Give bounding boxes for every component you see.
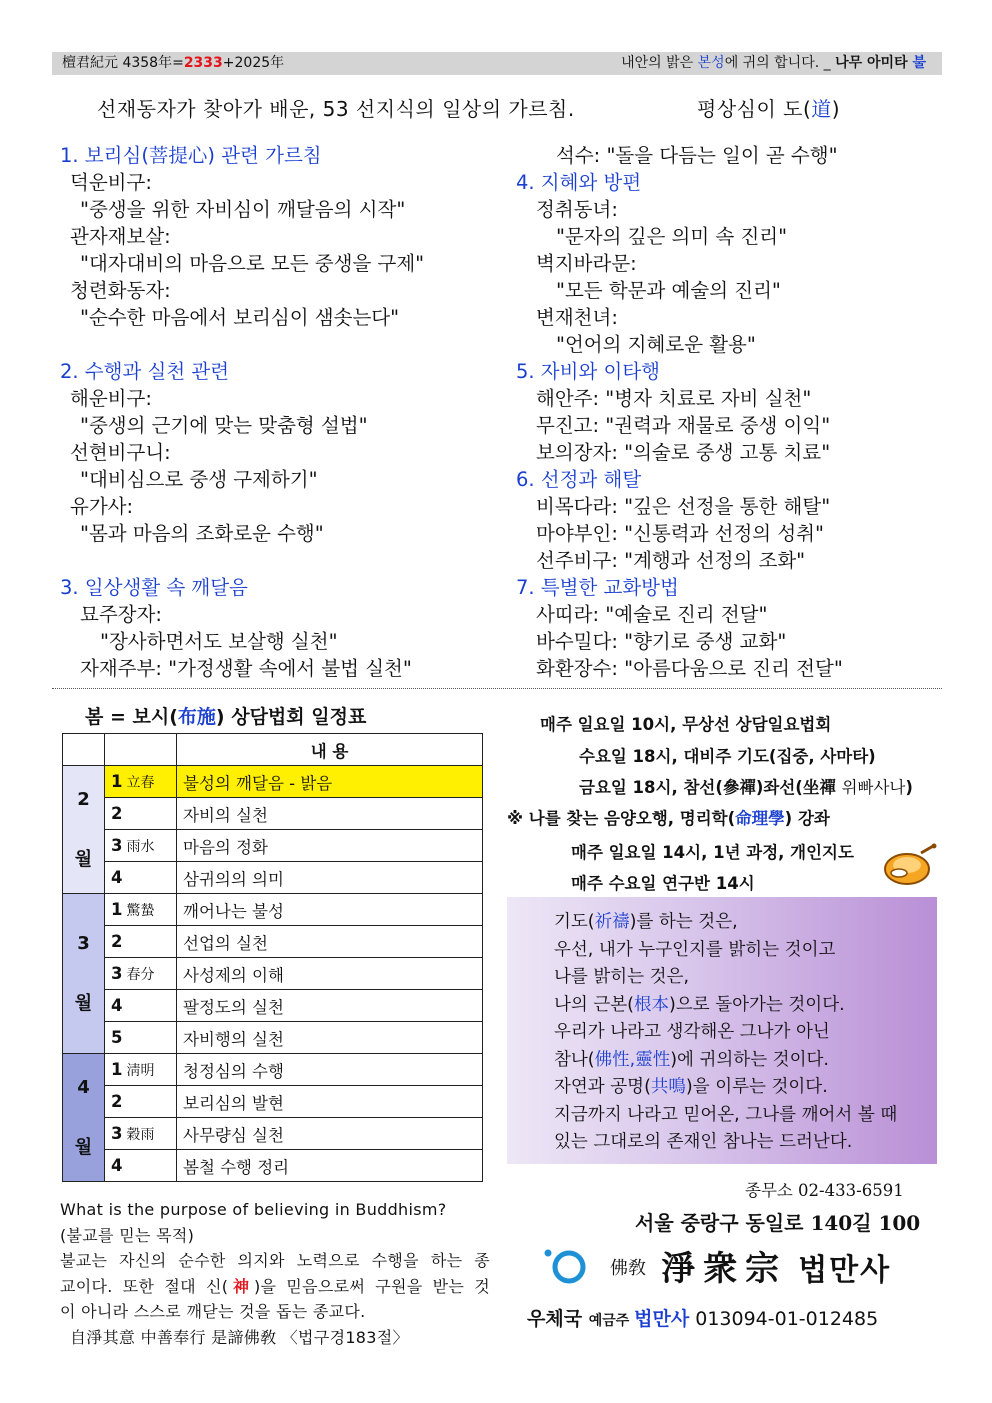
teaching-line: 선주비구: "계행과 선정의 조화" xyxy=(536,549,806,572)
teaching-line: 무진고: "권력과 재물로 중생 이익" xyxy=(536,414,831,437)
teaching-line: 4. 지혜와 방편 xyxy=(516,171,642,194)
table-row xyxy=(63,862,483,894)
teaching-line: 2. 수행과 실천 관련 xyxy=(60,360,230,383)
prayer-line: 자연과 공명(共鳴)을 이루는 것이다. xyxy=(554,1077,828,1097)
prayer-line: 기도(祈禱)를 하는 것은, xyxy=(554,912,738,932)
teaching-line: 관자재보살: xyxy=(70,225,171,248)
office-phone: 종무소 02-433-6591 xyxy=(745,1181,904,1200)
temple-logo-icon xyxy=(543,1247,587,1285)
month-cell: 2 월 xyxy=(63,766,105,894)
teaching-line: 유가사: xyxy=(70,495,134,518)
week-content: 보리심의 발현 xyxy=(177,1086,483,1118)
teaching-line: "문자의 깊은 의미 속 진리" xyxy=(556,225,788,248)
week-cell xyxy=(105,1086,177,1118)
buddhism-purpose xyxy=(60,1197,490,1350)
teaching-line: 마야부인: "신통력과 선정의 성취" xyxy=(536,522,824,545)
week-cell xyxy=(105,990,177,1022)
moktak-bell-icon xyxy=(877,843,937,889)
table-row xyxy=(63,926,483,958)
table-row xyxy=(63,1118,483,1150)
teaching-line: 청련화동자: xyxy=(70,279,171,302)
week-content: 사무량심 실천 xyxy=(177,1118,483,1150)
week-cell xyxy=(105,1054,177,1086)
temple-address: 서울 중랑구 동일로 140길 100 xyxy=(635,1211,921,1235)
teaching-line: 5. 자비와 이타행 xyxy=(516,360,661,383)
month-cell: 4 월 xyxy=(63,1054,105,1182)
table-row xyxy=(63,798,483,830)
prayer-line: 우선, 내가 누구인지를 밝히는 것이고 xyxy=(554,939,836,960)
solar-term: 春分 xyxy=(126,966,155,983)
table-row xyxy=(63,1022,483,1054)
week-cell xyxy=(105,766,177,798)
week-number: 3 xyxy=(111,1123,123,1143)
purpose-question: What is the purpose of believing in Buddhism? xyxy=(60,1200,447,1219)
week-cell xyxy=(105,1118,177,1150)
week-content: 선업의 실천 xyxy=(177,926,483,958)
teaching-line: 6. 선정과 해탈 xyxy=(516,468,642,491)
teaching-line: "대자대비의 마음으로 모든 중생을 구제" xyxy=(80,252,425,275)
purpose-question-ko: (불교를 믿는 목적) xyxy=(60,1225,195,1245)
teaching-line: "순수한 마음에서 보리심이 샘솟는다" xyxy=(80,306,400,329)
solar-term: 雨水 xyxy=(126,838,155,855)
week-cell xyxy=(105,1022,177,1054)
table-row xyxy=(63,830,483,862)
week-cell xyxy=(105,926,177,958)
table-header-row xyxy=(63,734,483,766)
week-content: 자비의 실천 xyxy=(177,798,483,830)
week-cell xyxy=(105,798,177,830)
header-month-cell xyxy=(63,734,105,766)
week-number: 2 xyxy=(111,1092,123,1111)
week-number: 1 xyxy=(111,771,123,791)
myeongri-wednesday: 매주 수요일 연구반 14시 xyxy=(571,874,755,893)
prayer-line: 참나(佛性,靈性)에 귀의하는 것이다. xyxy=(554,1049,829,1070)
teaching-line: "중생의 근기에 맞는 맞춤형 설법" xyxy=(80,414,368,437)
weekly-sunday: 매주 일요일 10시, 무상선 상담일요법회 xyxy=(540,715,832,734)
teaching-line: 석수: "돌을 다듬는 일이 곧 수행" xyxy=(556,144,838,167)
teaching-line: "중생을 위한 자비심이 깨달음의 시작" xyxy=(80,198,406,221)
week-cell xyxy=(105,958,177,990)
week-number: 5 xyxy=(111,1028,123,1047)
week-number: 4 xyxy=(111,868,123,887)
purpose-body-3: 이 아니라 스스로 깨닫는 것을 돕는 종교다. xyxy=(60,1302,366,1321)
teaching-line: "모든 학문과 예술의 진리" xyxy=(556,279,781,302)
table-row xyxy=(63,766,483,798)
prayer-line: 있는 그대로의 존재인 참나는 드러난다. xyxy=(554,1132,853,1152)
week-content: 불성의 깨달음 - 밝음 xyxy=(177,766,483,798)
teaching-line: 사띠라: "예술로 진리 전달" xyxy=(536,603,768,626)
page-title: 선재동자가 찾아가 배운, 53 선지식의 일상의 가르침. 평상심이 도(道) xyxy=(97,93,575,122)
header-calendar: 檀君紀元 4358年=2333+2025年 xyxy=(62,55,285,71)
header-week-cell xyxy=(105,734,177,766)
teachings-left-column xyxy=(60,142,424,682)
week-cell xyxy=(105,1150,177,1182)
prayer-line: 우리가 나라고 생각해온 그나가 아닌 xyxy=(554,1022,830,1042)
week-number: 4 xyxy=(111,996,123,1015)
week-cell xyxy=(105,894,177,926)
teaching-line: 변재천녀: xyxy=(536,306,618,329)
teaching-line: 덕운비구: xyxy=(70,171,152,194)
week-content: 사성제의 이해 xyxy=(177,958,483,990)
prayer-line: 나의 근본(根本)으로 돌아가는 것이다. xyxy=(554,994,845,1015)
teaching-line xyxy=(60,331,424,358)
temple-name: 佛敎 淨衆宗 법만사 xyxy=(610,1249,892,1289)
teaching-line: 7. 특별한 교화방법 xyxy=(516,576,679,599)
table-row xyxy=(63,1086,483,1118)
table-row xyxy=(63,990,483,1022)
prayer-box xyxy=(507,897,937,1164)
solar-term: 穀雨 xyxy=(126,1126,155,1143)
teaching-line: 정취동녀: xyxy=(536,198,618,221)
prayer-line: 지금까지 나라고 믿어온, 그나를 깨어서 볼 때 xyxy=(554,1104,898,1125)
week-number: 2 xyxy=(111,932,123,951)
teachings-right-column xyxy=(516,142,843,682)
schedule-table xyxy=(62,733,483,1182)
week-number: 2 xyxy=(111,804,123,823)
dhammapada-verse: 自淨其意 中善奉行 是諦佛敎 〈법구경183절〉 xyxy=(70,1327,409,1347)
month-cell: 3 월 xyxy=(63,894,105,1054)
week-content: 청정심의 수행 xyxy=(177,1054,483,1086)
page-subtitle: 평상심이 도(道) xyxy=(697,97,841,121)
header-bar xyxy=(52,52,942,75)
teaching-line: 자재주부: "가정생활 속에서 불법 실천" xyxy=(80,657,412,680)
myeongri-sunday: 매주 일요일 14시, 1년 과정, 개인지도 xyxy=(571,843,854,862)
teaching-line: 3. 일상생활 속 깨달음 xyxy=(60,576,248,599)
week-content: 봄철 수행 정리 xyxy=(177,1150,483,1182)
teaching-line: 벽지바라문: xyxy=(536,252,637,275)
teaching-line xyxy=(60,547,424,574)
table-row xyxy=(63,1150,483,1182)
teaching-line: 묘주장자: xyxy=(80,603,162,626)
week-number: 1 xyxy=(111,1059,123,1079)
bank-account: 우체국 예금주 법만사 013094-01-012485 xyxy=(527,1308,879,1330)
header-content-cell: 내 용 xyxy=(177,734,483,766)
header-motto: 내안의 밝은 본성에 귀의 합니다. _ 나무 아미타 불 xyxy=(621,55,926,71)
teaching-line: "몸과 마음의 조화로운 수행" xyxy=(80,522,324,545)
teaching-line: 비목다라: "깊은 선정을 통한 해탈" xyxy=(536,495,831,518)
table-row xyxy=(63,894,483,926)
teaching-line: 화환장수: "아름다움으로 진리 전달" xyxy=(536,657,843,680)
solar-term: 立春 xyxy=(126,774,155,791)
schedule-title: 봄 = 보시(布施) 상담법회 일정표 xyxy=(85,706,367,728)
teaching-line: 해운비구: xyxy=(70,387,152,410)
teaching-line: "대비심으로 중생 구제하기" xyxy=(80,468,318,491)
teaching-line: 보의장자: "의술로 중생 고통 치료" xyxy=(536,441,831,464)
teaching-line: "언어의 지혜로운 활용" xyxy=(556,333,756,356)
week-content: 팔정도의 실천 xyxy=(177,990,483,1022)
week-cell xyxy=(105,862,177,894)
section-divider xyxy=(52,688,942,689)
week-content: 마음의 정화 xyxy=(177,830,483,862)
purpose-body-2: 교이다. 또한 절대 신(神)을 믿음으로써 구원을 받는 것 xyxy=(60,1276,490,1296)
myeongri-notice: ※ 나를 찾는 음양오행, 명리학(命理學) 강좌 xyxy=(507,809,830,828)
week-number: 1 xyxy=(111,899,123,919)
weekly-friday: 금요일 18시, 참선(參禪)좌선(坐禪 위빠사나) xyxy=(579,778,913,797)
teaching-line: 선현비구니: xyxy=(70,441,171,464)
solar-term: 淸明 xyxy=(126,1062,155,1079)
table-row xyxy=(63,958,483,990)
teaching-line: 해안주: "병자 치료로 자비 실천" xyxy=(536,387,812,410)
week-cell xyxy=(105,830,177,862)
table-row xyxy=(63,1054,483,1086)
week-content: 삼귀의의 의미 xyxy=(177,862,483,894)
week-number: 4 xyxy=(111,1156,123,1175)
prayer-line: 나를 밝히는 것은, xyxy=(554,967,690,987)
solar-term: 驚蟄 xyxy=(126,902,155,919)
week-content: 자비행의 실천 xyxy=(177,1022,483,1054)
week-content: 깨어나는 불성 xyxy=(177,894,483,926)
teaching-line: 1. 보리심(菩提心) 관련 가르침 xyxy=(60,144,322,167)
weekly-wednesday: 수요일 18시, 대비주 기도(집중, 사마타) xyxy=(579,747,876,766)
purpose-body-1: 불교는 자신의 순수한 의지와 노력으로 수행을 하는 종 xyxy=(60,1251,490,1270)
week-number: 3 xyxy=(111,963,123,983)
week-number: 3 xyxy=(111,835,123,855)
teaching-line: 바수밀다: "향기로 중생 교화" xyxy=(536,630,787,653)
teaching-line: "장사하면서도 보살행 실천" xyxy=(100,630,338,653)
